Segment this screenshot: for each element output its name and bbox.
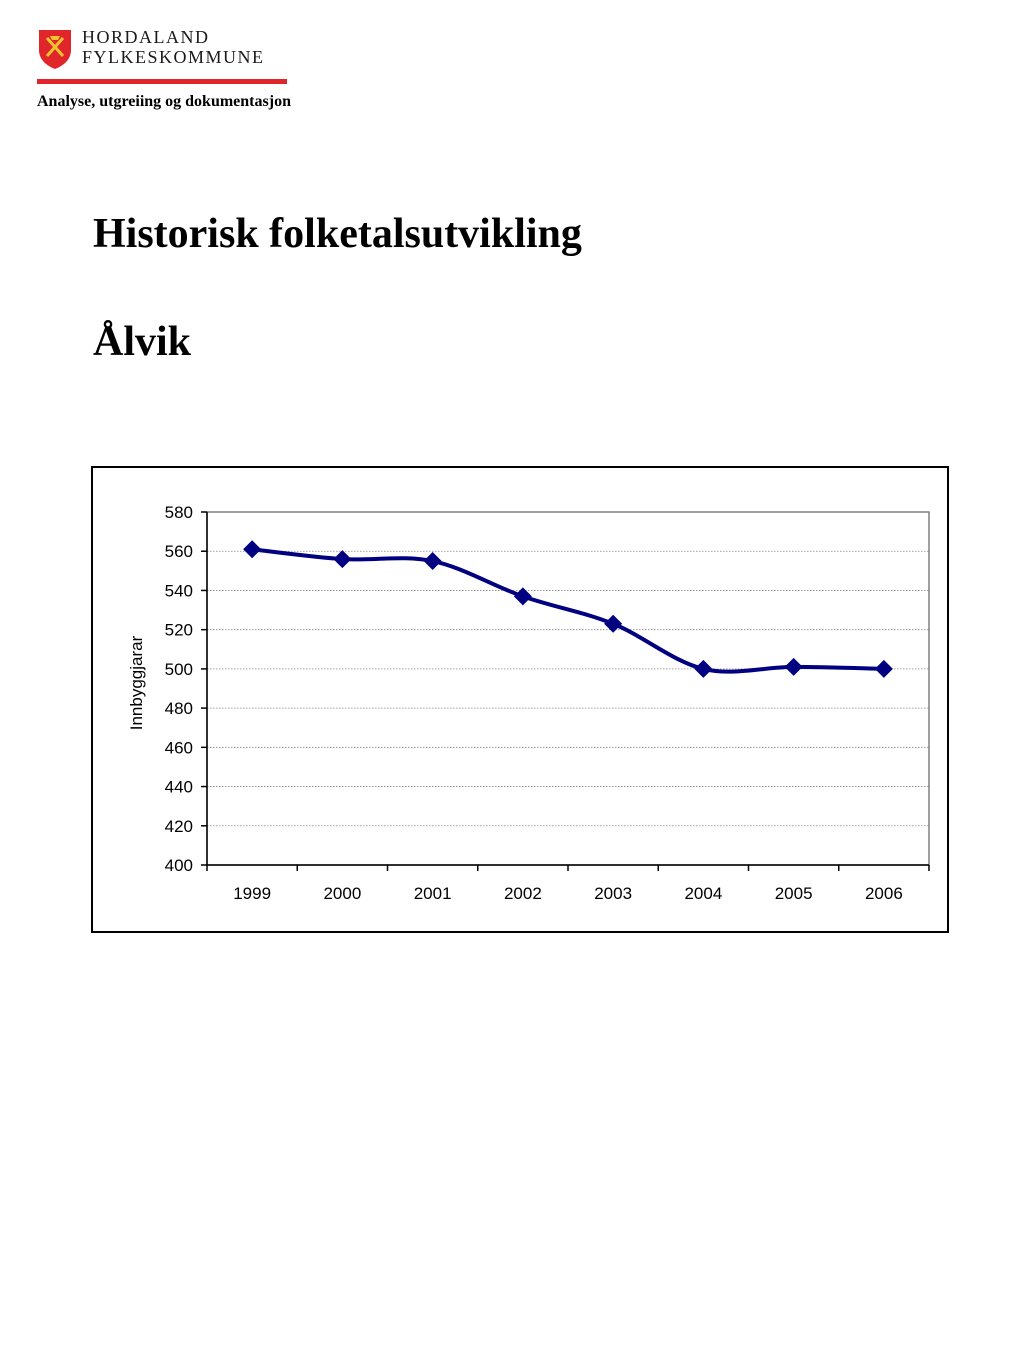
series-line bbox=[252, 549, 884, 671]
x-tick-label: 2003 bbox=[594, 884, 633, 903]
chart-frame bbox=[91, 466, 949, 933]
x-tick-label: 2004 bbox=[684, 884, 723, 903]
y-tick-label: 500 bbox=[164, 659, 193, 679]
y-tick-label: 540 bbox=[164, 581, 193, 601]
x-tick-label: 2000 bbox=[323, 884, 362, 903]
y-tick-label: 460 bbox=[164, 738, 193, 758]
y-tick-label: 400 bbox=[164, 856, 193, 875]
data-point bbox=[243, 540, 261, 558]
y-tick-label: 580 bbox=[164, 503, 193, 522]
department-name: Analyse, utgreiing og dokumentasjon bbox=[37, 93, 291, 110]
data-point bbox=[514, 587, 532, 605]
x-tick-label: 2001 bbox=[413, 884, 452, 903]
y-tick-label: 560 bbox=[164, 542, 193, 562]
population-line-chart bbox=[93, 468, 951, 935]
data-point bbox=[785, 658, 803, 676]
y-axis-label: Innbyggjarar bbox=[127, 635, 146, 731]
x-tick-label: 2006 bbox=[864, 884, 903, 903]
data-point bbox=[875, 660, 893, 678]
data-point bbox=[694, 660, 712, 678]
page-title: Historisk folketalsutvikling bbox=[93, 211, 582, 257]
data-point bbox=[604, 615, 622, 633]
header-divider bbox=[37, 79, 287, 84]
organisation-name-line1: HORDALAND bbox=[82, 27, 210, 47]
plot-area bbox=[207, 512, 929, 865]
county-coat-of-arms-icon bbox=[37, 28, 73, 70]
data-point bbox=[333, 550, 351, 568]
organisation-name-line2: FYLKESKOMMUNE bbox=[82, 47, 265, 67]
y-tick-label: 440 bbox=[164, 777, 193, 797]
y-tick-label: 520 bbox=[164, 620, 193, 640]
data-point bbox=[424, 552, 442, 570]
x-tick-label: 1999 bbox=[233, 884, 272, 903]
x-tick-label: 2002 bbox=[503, 884, 542, 903]
place-title: Ålvik bbox=[93, 319, 192, 365]
x-tick-label: 2005 bbox=[774, 884, 813, 903]
y-tick-label: 480 bbox=[164, 699, 193, 719]
y-tick-label: 420 bbox=[164, 816, 193, 836]
